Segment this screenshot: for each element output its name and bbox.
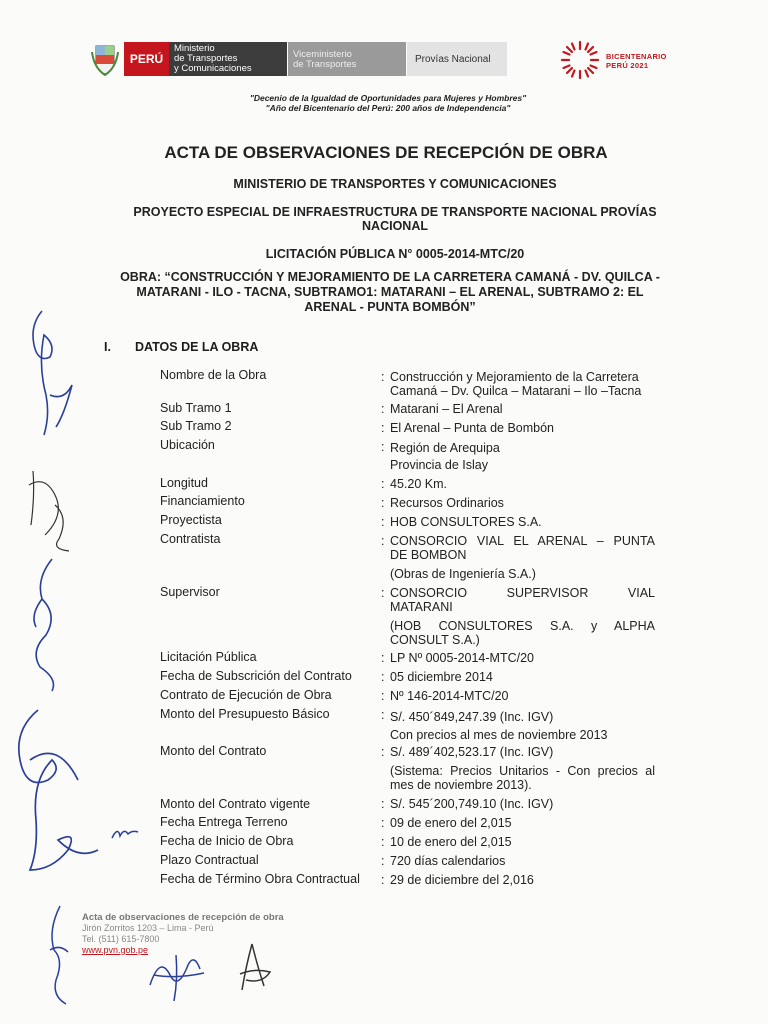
- label-ubicacion: Ubicación: [160, 438, 215, 452]
- value-line: S/. 489´402,523.17 (Inc. IGV): [390, 745, 554, 759]
- ministerio-line: de Transportes: [174, 53, 238, 64]
- bicentenario-line: BICENTENARIO: [606, 52, 667, 61]
- value-line: CONSORCIO VIAL EL ARENAL – PUNTA: [390, 534, 655, 548]
- value-contrato-ejecucion: Nº 146-2014-MTC/20: [390, 689, 509, 703]
- obra-heading: [100, 270, 680, 315]
- bicentenario-text: [606, 52, 667, 70]
- colon: :: [381, 873, 385, 887]
- value-line: CONSORCIO SUPERVISOR VIAL: [390, 586, 655, 600]
- colon: :: [381, 797, 385, 811]
- colon: :: [381, 440, 385, 454]
- decenio-line: "Año del Bicentenario del Perú: 200 años de Independencia": [265, 103, 511, 113]
- label-fecha-subscricion: Fecha de Subscrición del Contrato: [160, 669, 352, 683]
- value-fecha-entrega: 09 de enero del 2,015: [390, 816, 512, 830]
- margin-initial: [110, 822, 140, 842]
- project-line: NACIONAL: [362, 219, 428, 233]
- project-heading: [110, 205, 680, 233]
- label-monto-contrato: Monto del Contrato: [160, 744, 267, 758]
- label-supervisor: Supervisor: [160, 585, 220, 599]
- label-longitud: Longitud: [160, 476, 208, 490]
- value-monto-contrato: [390, 745, 655, 792]
- colon: :: [381, 835, 385, 849]
- value-sub-tramo-2: El Arenal – Punta de Bombón: [390, 421, 555, 435]
- label-financiamiento: Financiamiento: [160, 494, 245, 508]
- obra-line: ARENAL - PUNTA BOMBÓN”: [304, 300, 476, 314]
- label-fecha-entrega: Fecha Entrega Terreno: [160, 815, 288, 829]
- colon: :: [381, 421, 385, 435]
- value-line: (HOB CONSULTORES S.A. y ALPHA: [390, 619, 655, 633]
- value-line: Con precios al mes de noviembre 2013: [390, 728, 608, 742]
- label-sub-tramo-1: Sub Tramo 1: [160, 401, 232, 415]
- value-supervisor: [390, 586, 655, 647]
- vice-line: de Transportes: [293, 59, 357, 70]
- colon: :: [381, 689, 385, 703]
- colon: :: [381, 515, 385, 529]
- licitacion-heading: LICITACIÓN PÚBLICA N° 0005-2014-MTC/20: [265, 247, 525, 261]
- value-fecha-inicio: 10 de enero del 2,015: [390, 835, 512, 849]
- colon: :: [381, 402, 385, 416]
- coat-of-arms-icon: [90, 42, 120, 76]
- value-monto-presupuesto: [390, 708, 655, 744]
- value-fecha-subscricion: 05 diciembre 2014: [390, 670, 493, 684]
- decenio-header: [0, 93, 768, 113]
- value-line: mes de noviembre 2013).: [390, 778, 532, 792]
- colon: :: [381, 708, 385, 722]
- project-line: PROYECTO ESPECIAL DE INFRAESTRUCTURA DE TRANSPORTE NACIONAL PROVÍAS: [133, 205, 657, 219]
- ministerio-line: Ministerio: [174, 43, 215, 54]
- value-line: Región de Arequipa: [390, 441, 500, 455]
- value-line: Camaná – Dv. Quilca – Matarani – Ilo –Tacna: [390, 384, 642, 398]
- value-line: MATARANI: [390, 600, 453, 614]
- bicentenario-line: PERÚ 2021: [606, 61, 649, 70]
- obra-line: OBRA: “CONSTRUCCIÓN Y MEJORAMIENTO DE LA CARRETERA CAMANÁ - DV. QUILCA -: [120, 270, 660, 284]
- footer-phone: Tel. (511) 615-7800: [82, 934, 160, 944]
- bicentenario-logo-icon: [560, 40, 600, 80]
- value-line: CONSULT S.A.): [390, 633, 480, 647]
- label-fecha-inicio: Fecha de Inicio de Obra: [160, 834, 294, 848]
- value-sub-tramo-1: Matarani – El Arenal: [390, 402, 503, 416]
- label-monto-presupuesto: Monto del Presupuesto Básico: [160, 707, 330, 721]
- peru-logo: PERÚ: [124, 42, 169, 76]
- value-line: (Sistema: Precios Unitarios - Con precios al: [390, 764, 655, 778]
- obra-line: MATARANI - ILO - TACNA, SUBTRAMO1: MATARANI – EL ARENAL, SUBTRAMO 2: EL: [136, 285, 644, 299]
- value-line: Construcción y Mejoramiento de la Carretera: [390, 370, 639, 384]
- value-licitacion-publica: LP Nº 0005-2014-MTC/20: [390, 651, 534, 665]
- colon: :: [381, 651, 385, 665]
- margin-signature-3: [22, 555, 77, 695]
- footer-title: Acta de observaciones de recepción de obra: [82, 912, 284, 923]
- footer-signature-1: [40, 900, 80, 1010]
- label-licitacion-publica: Licitación Pública: [160, 650, 257, 664]
- label-monto-vigente: Monto del Contrato vigente: [160, 797, 311, 811]
- value-proyectista: HOB CONSULTORES S.A.: [390, 515, 542, 529]
- vice-line: Viceministerio: [293, 49, 352, 60]
- label-proyectista: Proyectista: [160, 513, 222, 527]
- value-fecha-termino: 29 de diciembre del 2,016: [390, 873, 534, 887]
- colon: :: [381, 745, 385, 759]
- label-sub-tramo-2: Sub Tramo 2: [160, 419, 232, 433]
- footer-address: Jirón Zorritos 1203 – Lima - Perú: [82, 923, 214, 933]
- ministry-heading: MINISTERIO DE TRANSPORTES Y COMUNICACIONES: [233, 177, 557, 191]
- value-line: Provincia de Islay: [390, 458, 488, 472]
- value-longitud: 45.20 Km.: [390, 477, 447, 491]
- margin-signature-1: [20, 305, 80, 445]
- ministerio-logo: [169, 42, 287, 76]
- colon: :: [381, 816, 385, 830]
- decenio-line: "Decenio de la Igualdad de Oportunidades para Mujeres y Hombres": [249, 93, 527, 103]
- label-nombre-obra: Nombre de la Obra: [160, 368, 267, 382]
- value-line: (Obras de Ingeniería S.A.): [390, 567, 536, 581]
- section-title: DATOS DE LA OBRA: [135, 340, 259, 354]
- margin-signature-2: [25, 465, 75, 555]
- value-contratista: [390, 534, 655, 581]
- colon: :: [381, 854, 385, 868]
- footer-url: www.pvn.gob.pe: [82, 945, 149, 955]
- colon: :: [381, 370, 385, 384]
- label-contrato-ejecucion: Contrato de Ejecución de Obra: [160, 688, 332, 702]
- colon: :: [381, 534, 385, 548]
- value-monto-vigente: S/. 545´200,749.10 (Inc. IGV): [390, 797, 554, 811]
- document-title: ACTA DE OBSERVACIONES DE RECEPCIÓN DE OBRA: [164, 143, 608, 162]
- colon: :: [381, 496, 385, 510]
- footer-signature-2: [140, 945, 210, 1005]
- viceministerio-logo: [288, 42, 406, 76]
- value-financiamiento: Recursos Ordinarios: [390, 496, 504, 510]
- colon: :: [381, 670, 385, 684]
- colon: :: [381, 586, 385, 600]
- value-line: S/. 450´849,247.39 (Inc. IGV): [390, 710, 554, 724]
- label-plazo: Plazo Contractual: [160, 853, 259, 867]
- footer-signature-3: [232, 940, 277, 1000]
- provias-logo: Provías Nacional: [407, 42, 507, 76]
- value-nombre-obra: [390, 370, 655, 398]
- value-plazo: 720 días calendarios: [390, 854, 506, 868]
- ministerio-line: y Comunicaciones: [174, 63, 252, 74]
- colon: :: [381, 477, 385, 491]
- value-ubicacion: [390, 440, 655, 474]
- margin-signature-4: [8, 700, 118, 900]
- section-number: I.: [104, 340, 111, 354]
- label-fecha-termino: Fecha de Término Obra Contractual: [160, 872, 360, 886]
- value-line: DE BOMBON: [390, 548, 467, 562]
- label-contratista: Contratista: [160, 532, 221, 546]
